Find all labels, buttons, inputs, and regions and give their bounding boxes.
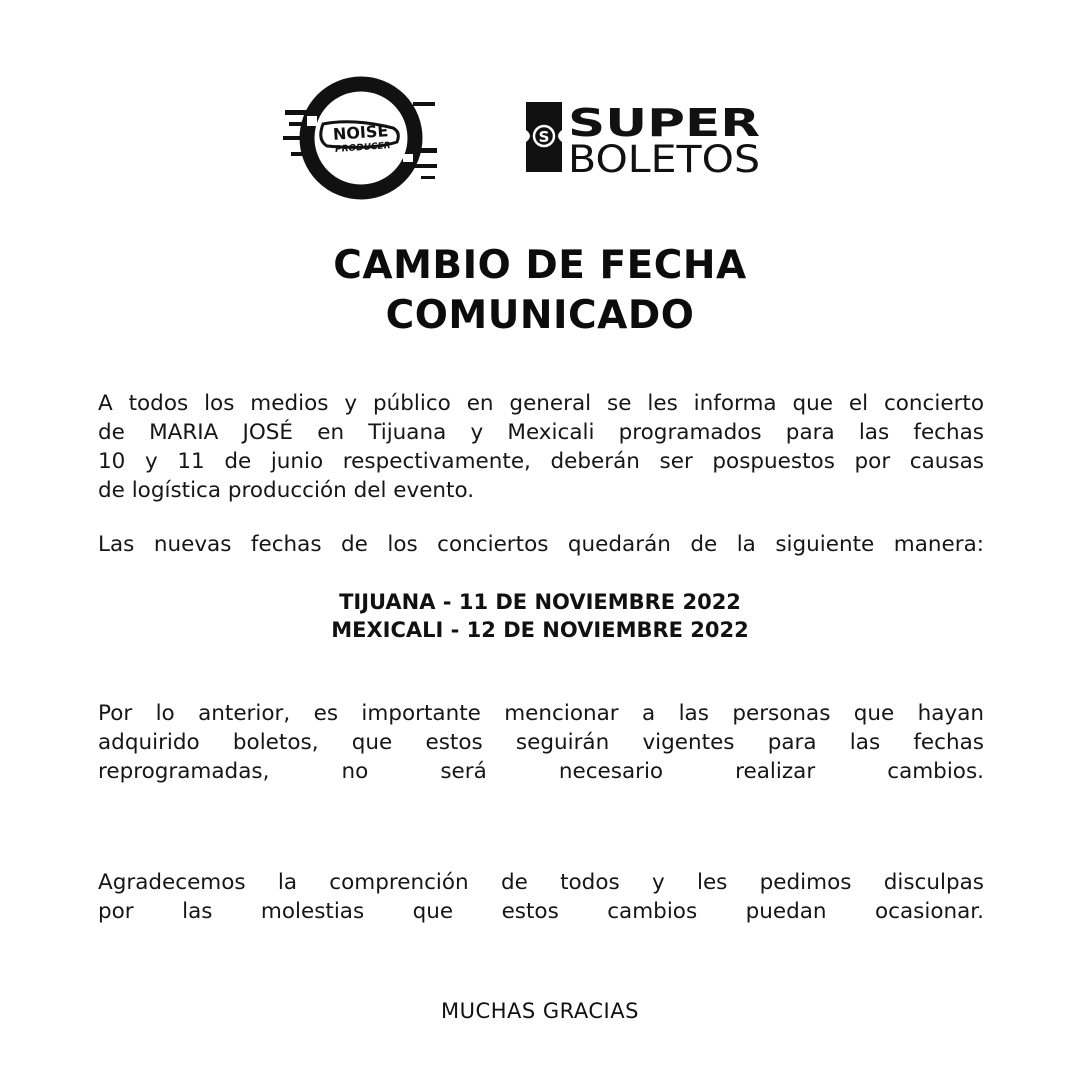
new-dates-intro <box>98 530 984 559</box>
noise-logo-text: NOISE <box>332 121 389 144</box>
boletos-logo-text: BOLETOS <box>568 138 760 174</box>
paragraph-line: A todos los medios y público en general se les informa que el concierto <box>98 391 984 416</box>
paragraph-line: Por lo anterior, es importante mencionar a las personas que hayan <box>98 701 984 726</box>
noise-producer-logo <box>283 72 439 204</box>
superboletos-badge-letter: S <box>538 128 550 146</box>
paragraph-line: adquirido boletos, que estos seguirán vigentes para las fechas <box>98 730 984 755</box>
paragraph-line: reprogramadas, no será necesario realizar cambios. <box>98 759 984 784</box>
closing-text: MUCHAS GRACIAS <box>441 999 639 1023</box>
paragraph-line: por las molestias que estos cambios puedan ocasionar. <box>98 899 984 924</box>
paragraph-line: de MARIA JOSÉ en Tijuana y Mexicali programados para las fechas <box>98 420 984 445</box>
mexicali-date: MEXICALI - 12 DE NOVIEMBRE 2022 <box>331 618 749 642</box>
paragraph-line: 10 y 11 de junio respectivamente, deberán ser pospuestos por causas <box>98 449 984 474</box>
paragraph-line: Agradecemos la comprención de todos y les pedimos disculpas <box>98 870 984 895</box>
tijuana-date: TIJUANA - 11 DE NOVIEMBRE 2022 <box>339 590 741 614</box>
producer-logo-text: PRODUCER <box>334 141 391 155</box>
tickets-paragraph <box>98 699 984 786</box>
paragraph-line: de logística producción del evento. <box>98 478 475 503</box>
apology-paragraph <box>98 868 984 926</box>
announcement-paragraph <box>98 389 984 505</box>
page-title: CAMBIO DE FECHA <box>333 243 747 288</box>
super-logo-text: SUPER <box>568 101 760 145</box>
paragraph-line: Las nuevas fechas de los conciertos quedarán de la siguiente manera: <box>98 532 984 557</box>
superboletos-logo <box>524 100 764 174</box>
page-subtitle: COMUNICADO <box>385 293 695 338</box>
